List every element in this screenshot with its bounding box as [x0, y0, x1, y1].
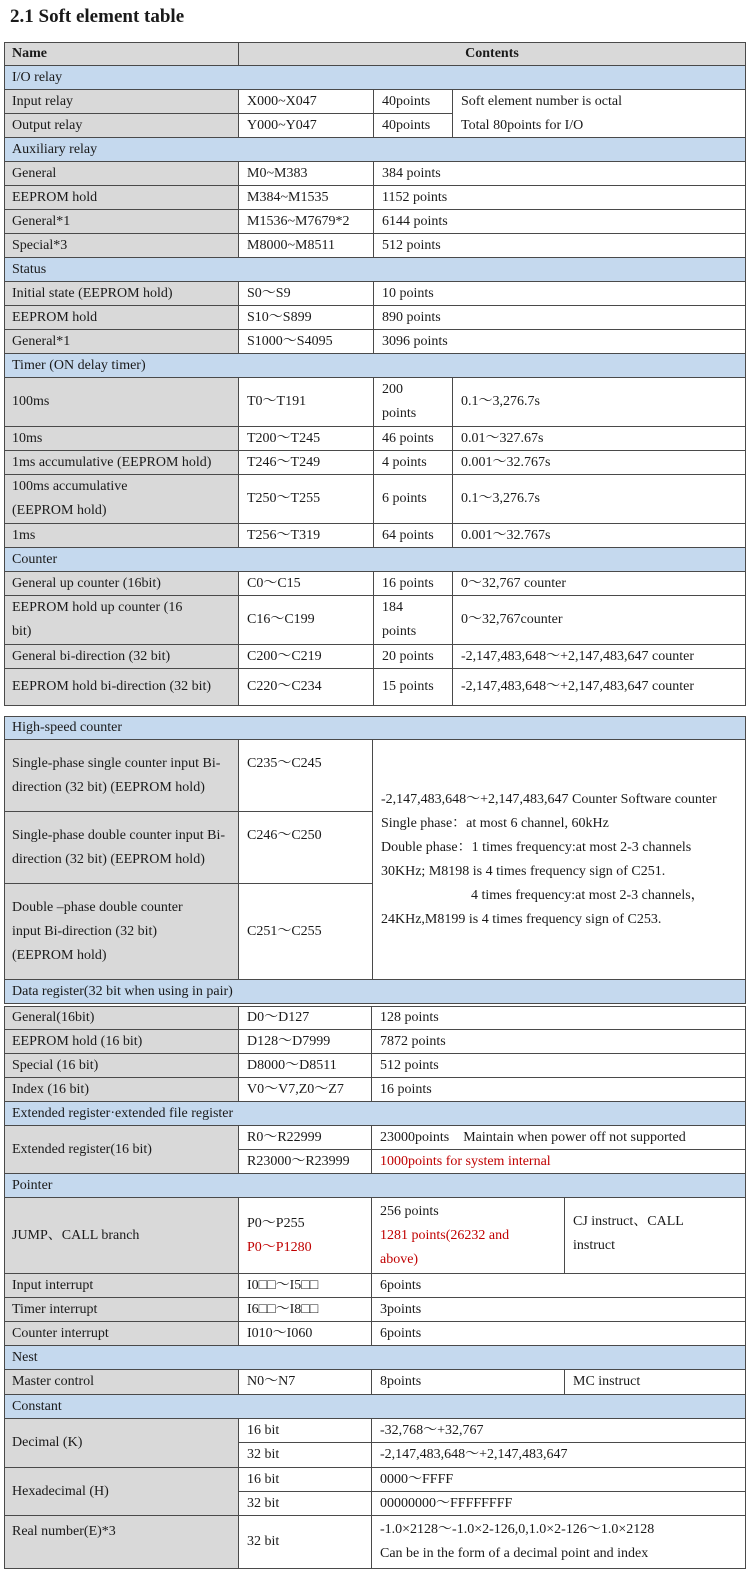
cell-range: M0~M383	[239, 162, 374, 186]
cell-points: 3096 points	[374, 330, 746, 354]
cell-points-system-internal: 1000points for system internal	[372, 1150, 746, 1174]
cell-range: N0～N7	[239, 1370, 372, 1395]
table-row: EEPROM hold	[4, 186, 239, 210]
cell-value: -1.0×2128～-1.0×2-126,0,1.0×2-126～1.0×2128 Can be in the form of a decimal point and index	[372, 1516, 746, 1569]
cell-bits: 32 bit	[239, 1443, 372, 1468]
cell-range: T200～T245	[239, 427, 374, 451]
cell-range: I0□□～I5□□	[239, 1274, 372, 1298]
table-row: Index (16 bit)	[4, 1078, 239, 1102]
section-counter: Counter	[4, 548, 746, 572]
cell-value: 0～32,767 counter	[453, 572, 746, 596]
table-row: Single-phase double counter input Bi-direction (32 bit) (EEPROM hold)	[4, 812, 239, 884]
table-row: Master control	[4, 1370, 239, 1395]
cell-points: 6 points	[374, 475, 453, 524]
cell-range: M1536~M7679*2	[239, 210, 374, 234]
cell-range: M384~M1535	[239, 186, 374, 210]
cell-points: 64 points	[374, 524, 453, 548]
cell-points: 46 points	[374, 427, 453, 451]
table-row: General up counter (16bit)	[4, 572, 239, 596]
cell-points: 15 points	[374, 669, 453, 706]
cell-value: 0.001～32.767s	[453, 451, 746, 475]
cell-range: C200～C219	[239, 645, 374, 669]
cell-range: R0～R22999	[239, 1126, 372, 1150]
cell-value: 0.001～32.767s	[453, 524, 746, 548]
cell-points: 16 points	[374, 572, 453, 596]
cell-points: 6points	[372, 1274, 746, 1298]
table-row: 1ms	[4, 524, 239, 548]
table-row: Initial state (EEPROM hold)	[4, 282, 239, 306]
io-note: Soft element number is octal Total 80points for I/O	[453, 90, 746, 138]
section-pointer: Pointer	[4, 1174, 746, 1198]
cell-range: S1000～S4095	[239, 330, 374, 354]
cell-points: 3points	[372, 1298, 746, 1322]
cell-range: T250～T255	[239, 475, 374, 524]
cell-points: 8points	[372, 1370, 565, 1395]
cell-points: 128 points	[372, 1006, 746, 1030]
cell-points: 23000points Maintain when power off not supported	[372, 1126, 746, 1150]
cell-range: M8000~M8511	[239, 234, 374, 258]
table-row: General(16bit)	[4, 1006, 239, 1030]
table-row: Hexadecimal (H)	[4, 1468, 239, 1516]
table-row: Real number(E)*3	[4, 1516, 239, 1569]
table-row: Extended register(16 bit)	[4, 1126, 239, 1174]
cell-value: -32,768～+32,767	[372, 1419, 746, 1443]
cell-value: -2,147,483,648～+2,147,483,647	[372, 1443, 746, 1468]
table-row: General bi-direction (32 bit)	[4, 645, 239, 669]
cell-points: 512 points	[372, 1054, 746, 1078]
table-row: 1ms accumulative (EEPROM hold)	[4, 451, 239, 475]
cell-value: 00000000～FFFFFFFF	[372, 1492, 746, 1516]
table-row: EEPROM hold (16 bit)	[4, 1030, 239, 1054]
cell-points: 20 points	[374, 645, 453, 669]
section-auxiliary-relay: Auxiliary relay	[4, 138, 746, 162]
table-row: 10ms	[4, 427, 239, 451]
table-row: Special (16 bit)	[4, 1054, 239, 1078]
hsc-description: -2,147,483,648～+2,147,483,647 Counter Software counter Single phase：at most 6 channel, 60kHz Double phase：1 times frequency:at most 2-3 channels 30KHz; M8198 is 4 times frequency sign of C251. 4 times frequency:at most 2-3 channels，24KHz,M8199 is 4 times frequency sign of C253.	[373, 740, 746, 980]
cell-bits: 32 bit	[239, 1516, 372, 1569]
cell-points: 1152 points	[374, 186, 746, 210]
table-row: Timer interrupt	[4, 1298, 239, 1322]
section-extended-register: Extended register·extended file register	[4, 1102, 746, 1126]
table-row: JUMP、CALL branch	[4, 1198, 239, 1274]
table-row: General*1	[4, 210, 239, 234]
soft-element-table	[4, 42, 746, 1569]
cell-points: 4 points	[374, 451, 453, 475]
table-row: Input interrupt	[4, 1274, 239, 1298]
header-name: Name	[4, 42, 239, 66]
table-row: Single-phase single counter input Bi-direction (32 bit) (EEPROM hold)	[4, 740, 239, 812]
cell-bits: 16 bit	[239, 1468, 372, 1492]
cell-range: T0～T191	[239, 378, 374, 427]
table-row: EEPROM hold	[4, 306, 239, 330]
section-nest: Nest	[4, 1346, 746, 1370]
cell-points: 16 points	[372, 1078, 746, 1102]
cell-range: D128～D7999	[239, 1030, 372, 1054]
row-input-relay-range: X000~X047	[239, 90, 374, 114]
cell-points: 10 points	[374, 282, 746, 306]
cell-points: 512 points	[374, 234, 746, 258]
cell-range: C0～C15	[239, 572, 374, 596]
table-row: Special*3	[4, 234, 239, 258]
table-row: 100ms	[4, 378, 239, 427]
cell-bits: 32 bit	[239, 1492, 372, 1516]
cell-points: 6points	[372, 1322, 746, 1346]
section-timer: Timer (ON delay timer)	[4, 354, 746, 378]
cell-points: 200 points	[374, 378, 453, 427]
cell-range: C251～C255	[239, 884, 373, 980]
cell-points: 384 points	[374, 162, 746, 186]
cell-points: 184 points	[374, 596, 453, 645]
cell-range: T246～T249	[239, 451, 374, 475]
cell-value: -2,147,483,648～+2,147,483,647 counter	[453, 645, 746, 669]
row-output-relay-name: Output relay	[4, 114, 239, 138]
cell-range: V0～V7,Z0～Z7	[239, 1078, 372, 1102]
cell-value: 0000～FFFF	[372, 1468, 746, 1492]
header-contents: Contents	[239, 42, 746, 66]
table-row: General	[4, 162, 239, 186]
section-data-register: Data register(32 bit when using in pair)	[4, 980, 746, 1004]
cell-points: 256 points 1281 points(26232 and above)	[372, 1198, 565, 1274]
cell-range: C246～C250	[239, 812, 373, 884]
cell-value: -2,147,483,648～+2,147,483,647 counter	[453, 669, 746, 706]
cell-range: C16～C199	[239, 596, 374, 645]
cell-points: 6144 points	[374, 210, 746, 234]
cell-bits: 16 bit	[239, 1419, 372, 1443]
section-io-relay: I/O relay	[4, 66, 746, 90]
row-input-relay-points: 40points	[374, 90, 453, 114]
cell-range: D8000～D8511	[239, 1054, 372, 1078]
cell-range: R23000～R23999	[239, 1150, 372, 1174]
cell-range: P0～P255 P0～P1280	[239, 1198, 372, 1274]
cell-value: 0.1～3,276.7s	[453, 378, 746, 427]
table-row: Decimal (K)	[4, 1419, 239, 1468]
cell-note: CJ instruct、CALL instruct	[565, 1198, 746, 1274]
row-input-relay-name: Input relay	[4, 90, 239, 114]
cell-range: C235～C245	[239, 740, 373, 812]
table-row: General*1	[4, 330, 239, 354]
section-constant: Constant	[4, 1395, 746, 1419]
cell-range: I010～I060	[239, 1322, 372, 1346]
cell-range: C220～C234	[239, 669, 374, 706]
cell-range: S0～S9	[239, 282, 374, 306]
page-title: 2.1 Soft element table	[10, 6, 185, 27]
cell-range: D0～D127	[239, 1006, 372, 1030]
section-high-speed-counter: High-speed counter	[4, 716, 746, 740]
row-output-relay-points: 40points	[374, 114, 453, 138]
cell-value: 0.1～3,276.7s	[453, 475, 746, 524]
row-output-relay-range: Y000~Y047	[239, 114, 374, 138]
cell-points: 890 points	[374, 306, 746, 330]
cell-value: 0～32,767counter	[453, 596, 746, 645]
table-row: EEPROM hold up counter (16 bit)	[4, 596, 239, 645]
table-row: Counter interrupt	[4, 1322, 239, 1346]
table-row: EEPROM hold bi-direction (32 bit)	[4, 669, 239, 706]
cell-range: I6□□～I8□□	[239, 1298, 372, 1322]
cell-note: MC instruct	[565, 1370, 746, 1395]
cell-range: S10～S899	[239, 306, 374, 330]
cell-points: 7872 points	[372, 1030, 746, 1054]
cell-value: 0.01～327.67s	[453, 427, 746, 451]
table-row: 100ms accumulative (EEPROM hold)	[4, 475, 239, 524]
cell-range: T256～T319	[239, 524, 374, 548]
section-status: Status	[4, 258, 746, 282]
table-row: Double –phase double counter input Bi-direction (32 bit)(EEPROM hold)	[4, 884, 239, 980]
